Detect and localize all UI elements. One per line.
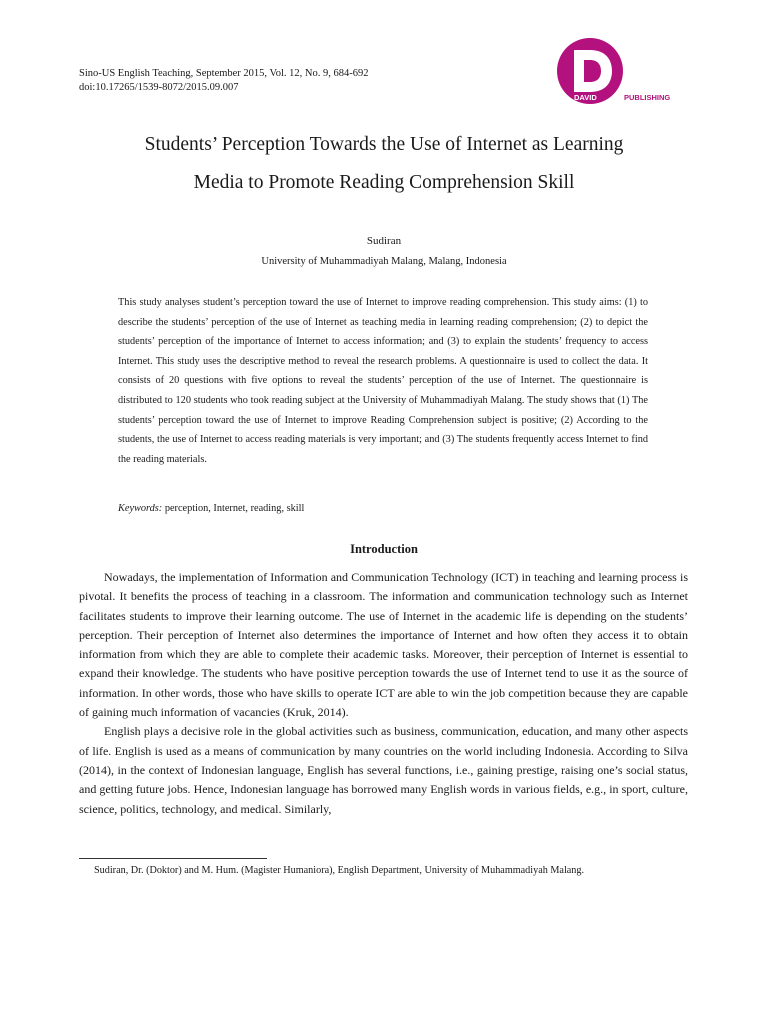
abstract: This study analyses student’s perception toward the use of Internet to improve reading comprehension. This study aims: (1) to describe the students’ perception of the use of Internet as teaching media in learning reading comprehension; (2) to depict the students’ perception of the importance of Internet to access information; and (3) to explain the students’ frequency to access Internet. This study uses the descriptive method to reveal the research problems. A questionnaire is used to collect the data. It consists of 20 questions with five options to reveal the students’ perception of the use of Internet. The questionnaire is distributed to 120 students who took reading subject at the University of Muhammadiyah Malang. The study shows that (1) The students’ perception toward the use of Internet to improve Reading Comprehension subject is positive; (2) According to the students, the use of Internet to access reading materials is very important; and (3) The students frequently access Internet to find the reading materials. bbox=[118, 297, 648, 465]
publisher-logo bbox=[554, 36, 694, 106]
publisher-logo-icon bbox=[554, 36, 694, 106]
footnote-divider bbox=[79, 858, 267, 859]
logo-text-right: PUBLISHING bbox=[624, 93, 671, 102]
keywords-list: perception, Internet, reading, skill bbox=[164, 503, 305, 514]
paragraph-1: Nowadays, the implementation of Information and Communication Technology (ICT) in teaching and learning process is pivotal. It benefits the process of teaching in a classroom. The information and communication technology such as Internet facilitates students to improve their learning outcome. The use of Internet in the academic life is depending on the students’ perception. Their perception of Internet also determines the importance of Internet and how often they access it to obtain information from which they are able to complete their academic tasks. Moreover, their perception of Internet is essential to expand their knowledge. The students who have positive perception towards the use of Internet tend to use it as the source of information. In other words, those who have skills to operate ICT are able to win the job competition because they are capable of gaining much information of vacancies (Kruk, 2014). bbox=[79, 570, 688, 720]
title-line-1: Students’ Perception Towards the Use of Internet as Learning bbox=[144, 134, 624, 155]
logo-text-left: DAVID bbox=[574, 93, 597, 102]
journal-citation bbox=[79, 67, 368, 95]
footnote: Sudiran, Dr. (Doktor) and M. Hum. (Magister Humaniora), English Department, University of Muhammadiyah Malang. bbox=[94, 865, 585, 876]
doi-line: doi:10.17265/1539-8072/2015.09.007 bbox=[79, 82, 239, 93]
paragraph-2: English plays a decisive role in the global activities such as business, communication, education, and many other aspects of life. English is used as a means of communication by many countries on the world including Indonesia. According to Silva (2014), in the context of Indonesian language, English has several functions, i.e., gaining prestige, raising one’s social status, and getting future jobs. Hence, Indonesian language has borrowed many English words in various fields, e.g., in sport, culture, science, politics, technology, and medical. Similarly, bbox=[79, 724, 688, 816]
author-affiliation: University of Muhammadiyah Malang, Malang, Indonesia bbox=[261, 256, 507, 267]
keywords-label: Keywords: bbox=[118, 503, 163, 514]
paper-title bbox=[60, 126, 708, 202]
author-name: Sudiran bbox=[366, 235, 402, 247]
keywords bbox=[118, 503, 304, 514]
journal-line: Sino-US English Teaching, September 2015, Vol. 12, No. 9, 684-692 bbox=[79, 68, 369, 79]
body-text bbox=[79, 568, 688, 819]
title-line-2: Media to Promote Reading Comprehension Skill bbox=[193, 172, 575, 193]
section-heading-introduction: Introduction bbox=[350, 542, 418, 556]
